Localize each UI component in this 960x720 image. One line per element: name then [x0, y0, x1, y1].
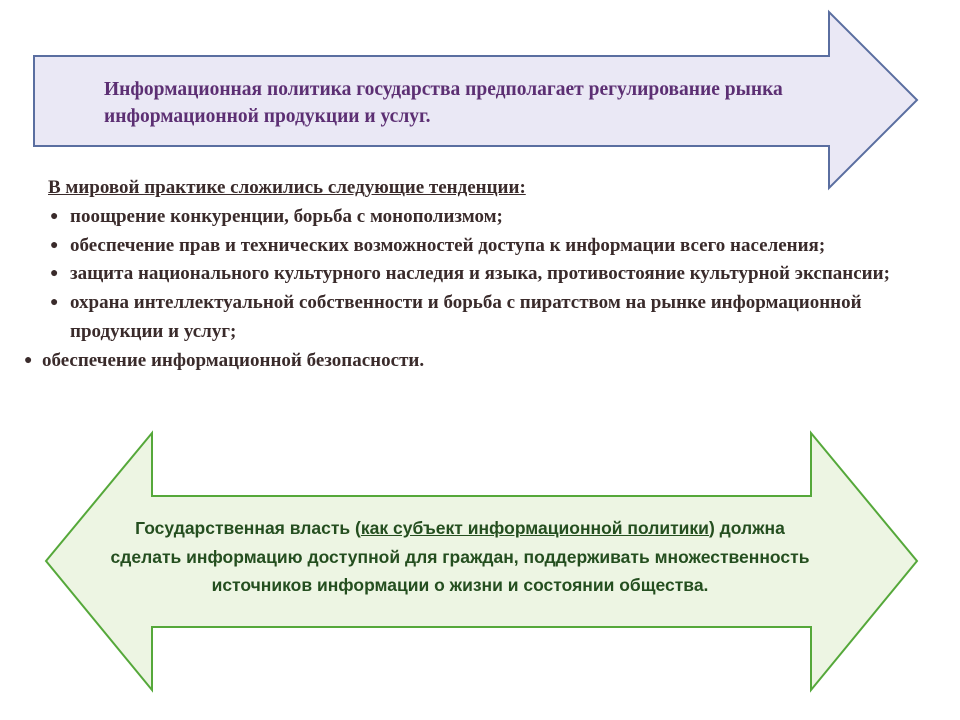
bullet-icon: ● [24, 352, 33, 368]
list-item-text: обеспечение информационной безопасности. [42, 349, 425, 371]
list-item-text: поощрение конкуренции, борьба с монополизмом; [70, 205, 503, 227]
bullet-icon: ● [50, 208, 59, 224]
list-item-text: охрана интеллектуальной собственности и борьба с пиратством на рынке информационной продукции и услуг; [70, 292, 862, 342]
bullet-icon: ● [50, 237, 59, 253]
list-item-text: защита национального культурного наследия и языка, противостояние культурной экспансии; [70, 263, 890, 285]
bullet-icon: ● [50, 266, 59, 282]
list-item [22, 347, 942, 376]
list-item [22, 260, 942, 289]
tendencies-block [22, 174, 942, 376]
bottom-text-after: ) должна сделать информацию доступной для граждан, поддерживать множественность источников информации о жизни и состоянии общества. [110, 518, 810, 595]
tendencies-heading: В мировой практике сложились следующие тенденции: [48, 177, 526, 198]
bottom-text-before: Государственная власть ( [135, 518, 361, 538]
list-item [22, 232, 942, 261]
list-item [22, 203, 942, 232]
top-arrow-text: Информационная политика государства предполагает регулирование рынка информационной продукции и услуг. [104, 79, 783, 127]
list-item [22, 289, 942, 347]
list-item-text: обеспечение прав и технических возможностей доступа к информации всего населения; [70, 234, 826, 256]
bullet-icon: ● [50, 295, 59, 311]
bottom-arrow-text [100, 514, 820, 600]
bottom-text-subject: как субъект информационной политики [360, 518, 709, 538]
